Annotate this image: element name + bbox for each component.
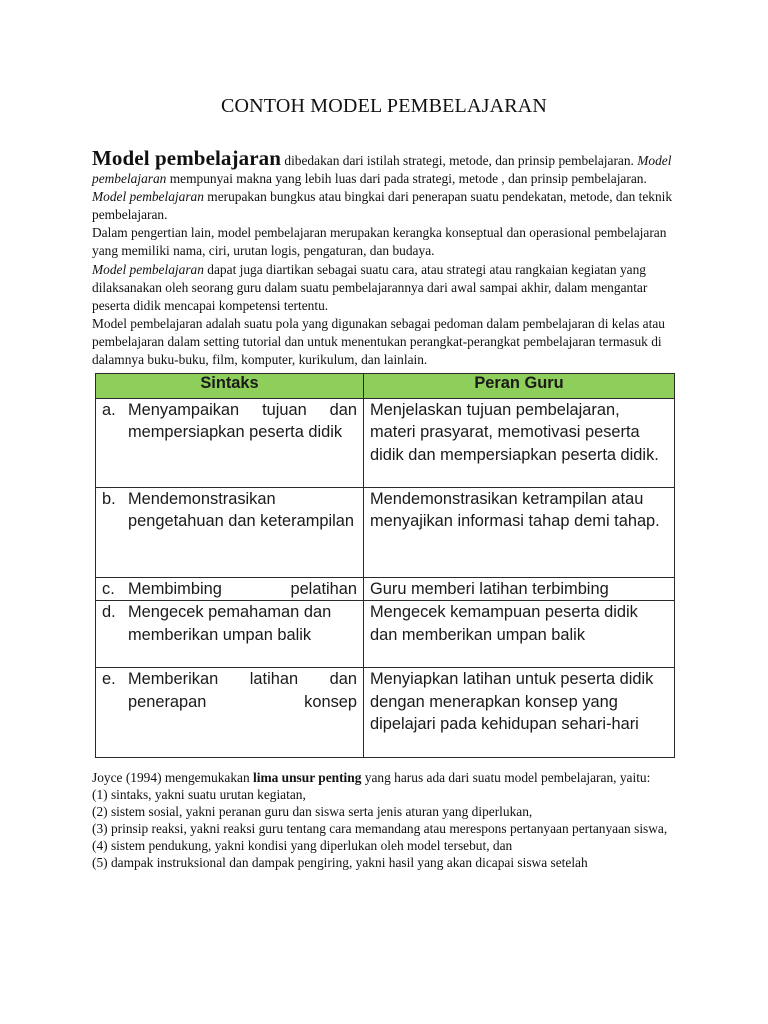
peran-cell: Mendemonstrasikan ketrampilan atau menyajikan informasi tahap demi tahap.	[364, 488, 675, 578]
sintaks-table	[95, 373, 675, 758]
intro-p1-text-c: merupakan bungkus atau bingkai dari penerapan suatu pendekatan, metode, dan teknik pembelajaran.	[92, 189, 673, 223]
step-sintaks: Menyampaikan tujuan dan mempersiapkan peserta didik	[128, 401, 357, 442]
sintaks-cell	[96, 488, 364, 578]
intro-paragraph-1	[92, 148, 682, 224]
joyce-text-a: Joyce (1994) mengemukakan	[92, 770, 254, 785]
header-peran-guru: Peran Guru	[364, 374, 675, 399]
step-sintaks: Mendemonstrasikan pengetahuan dan keterampilan	[128, 490, 355, 531]
intro-section	[92, 148, 682, 369]
header-sintaks: Sintaks	[96, 374, 364, 399]
intro-paragraph-4: Model pembelajaran adalah suatu pola yang digunakan sebagai pedoman dalam pembelajaran di kelas atau pembelajaran dalam setting tutorial dan untuk menentukan perangkat-perangkat pembelajaran termasuk di dalamnya buku-buku, film, komputer, kurikulum, dan lainlain.	[92, 315, 665, 368]
intro-p1-italic: Model pembelajaran	[92, 153, 672, 187]
table-row	[96, 488, 675, 578]
sintaks-cell	[96, 399, 364, 488]
table-row	[96, 578, 675, 601]
step-letter: b.	[102, 490, 116, 508]
list-item: (4) sistem pendukung, yakni kondisi yang diperlukan oleh model tersebut, dan	[92, 837, 513, 853]
peran-cell: Guru memberi latihan terbimbing	[364, 578, 675, 601]
lead-term: Model pembelajaran	[92, 146, 282, 170]
table-row	[96, 399, 675, 488]
step-letter: c.	[102, 580, 115, 598]
peran-cell: Menyiapkan latihan untuk peserta didik dengan menerapkan konsep yang dipelajari pada kehidupan sehari-hari	[364, 668, 675, 758]
joyce-text-b: yang harus ada dari suatu model pembelajaran, yaitu:	[361, 770, 651, 785]
intro-p1-text-b: mempunyai makna yang lebih luas dari pada strategi, metode , dan prinsip pembelajaran.	[166, 171, 647, 187]
table-row	[96, 601, 675, 668]
list-item: (1) sintaks, yakni suatu urutan kegiatan,	[92, 786, 306, 802]
table-row	[96, 668, 675, 758]
joyce-section	[92, 770, 682, 871]
peran-cell: Mengecek kemampuan peserta didik dan memberikan umpan balik	[364, 601, 675, 668]
intro-p3-italic: Model pembelajaran	[92, 261, 204, 277]
sintaks-table-figure	[95, 373, 675, 758]
peran-cell: Menjelaskan tujuan pembelajaran, materi prasyarat, memotivasi peserta didik dan mempersiapkan peserta didik.	[364, 399, 675, 488]
intro-p1-italic-2: Model pembelajaran	[92, 189, 204, 205]
joyce-bold-term: lima unsur penting	[253, 770, 362, 785]
intro-paragraph-3	[92, 261, 682, 315]
joyce-intro	[92, 770, 682, 787]
step-sintaks: Membimbing pelatihan	[128, 580, 357, 598]
sintaks-cell	[96, 668, 364, 758]
intro-paragraph-2: Dalam pengertian lain, model pembelajaran merupakan kerangka konseptual dan operasional pembelajaran yang memiliki nama, ciri, urutan logis, pengaturan, dan budaya.	[92, 225, 667, 259]
table-header-row	[96, 374, 675, 399]
list-item: (2) sistem sosial, yakni peranan guru dan siswa serta jenis aturan yang diperlukan,	[92, 803, 533, 819]
step-sintaks: Memberikan latihan dan penerapan konsep	[128, 670, 357, 711]
step-letter: d.	[102, 603, 116, 622]
sintaks-cell	[96, 601, 364, 668]
intro-p1-text-a: dibedakan dari istilah strategi, metode, dan prinsip pembelajaran.	[281, 153, 638, 168]
step-letter: a.	[102, 401, 116, 419]
page-title: CONTOH MODEL PEMBELAJARAN	[220, 95, 548, 117]
intro-p3-text: dapat juga diartikan sebagai suatu cara, atau strategi atau rangkaian kegiatan yang dilaksanakan oleh seorang guru dalam suatu pembelajarannya dari awal sampai akhir, dalam mengantar peserta didik mencapai kompetensi tertentu.	[92, 261, 648, 313]
sintaks-cell	[96, 578, 364, 601]
step-letter: e.	[102, 670, 116, 689]
list-item: (3) prinsip reaksi, yakni reaksi guru tentang cara memandang atau merespons pertanyaan pertanyaan siswa,	[92, 820, 668, 836]
list-item: (5) dampak instruksional dan dampak pengiring, yakni hasil yang akan dicapai siswa setelah	[92, 854, 588, 870]
step-sintaks: Mengecek pemahaman dan memberikan umpan balik	[128, 603, 332, 644]
